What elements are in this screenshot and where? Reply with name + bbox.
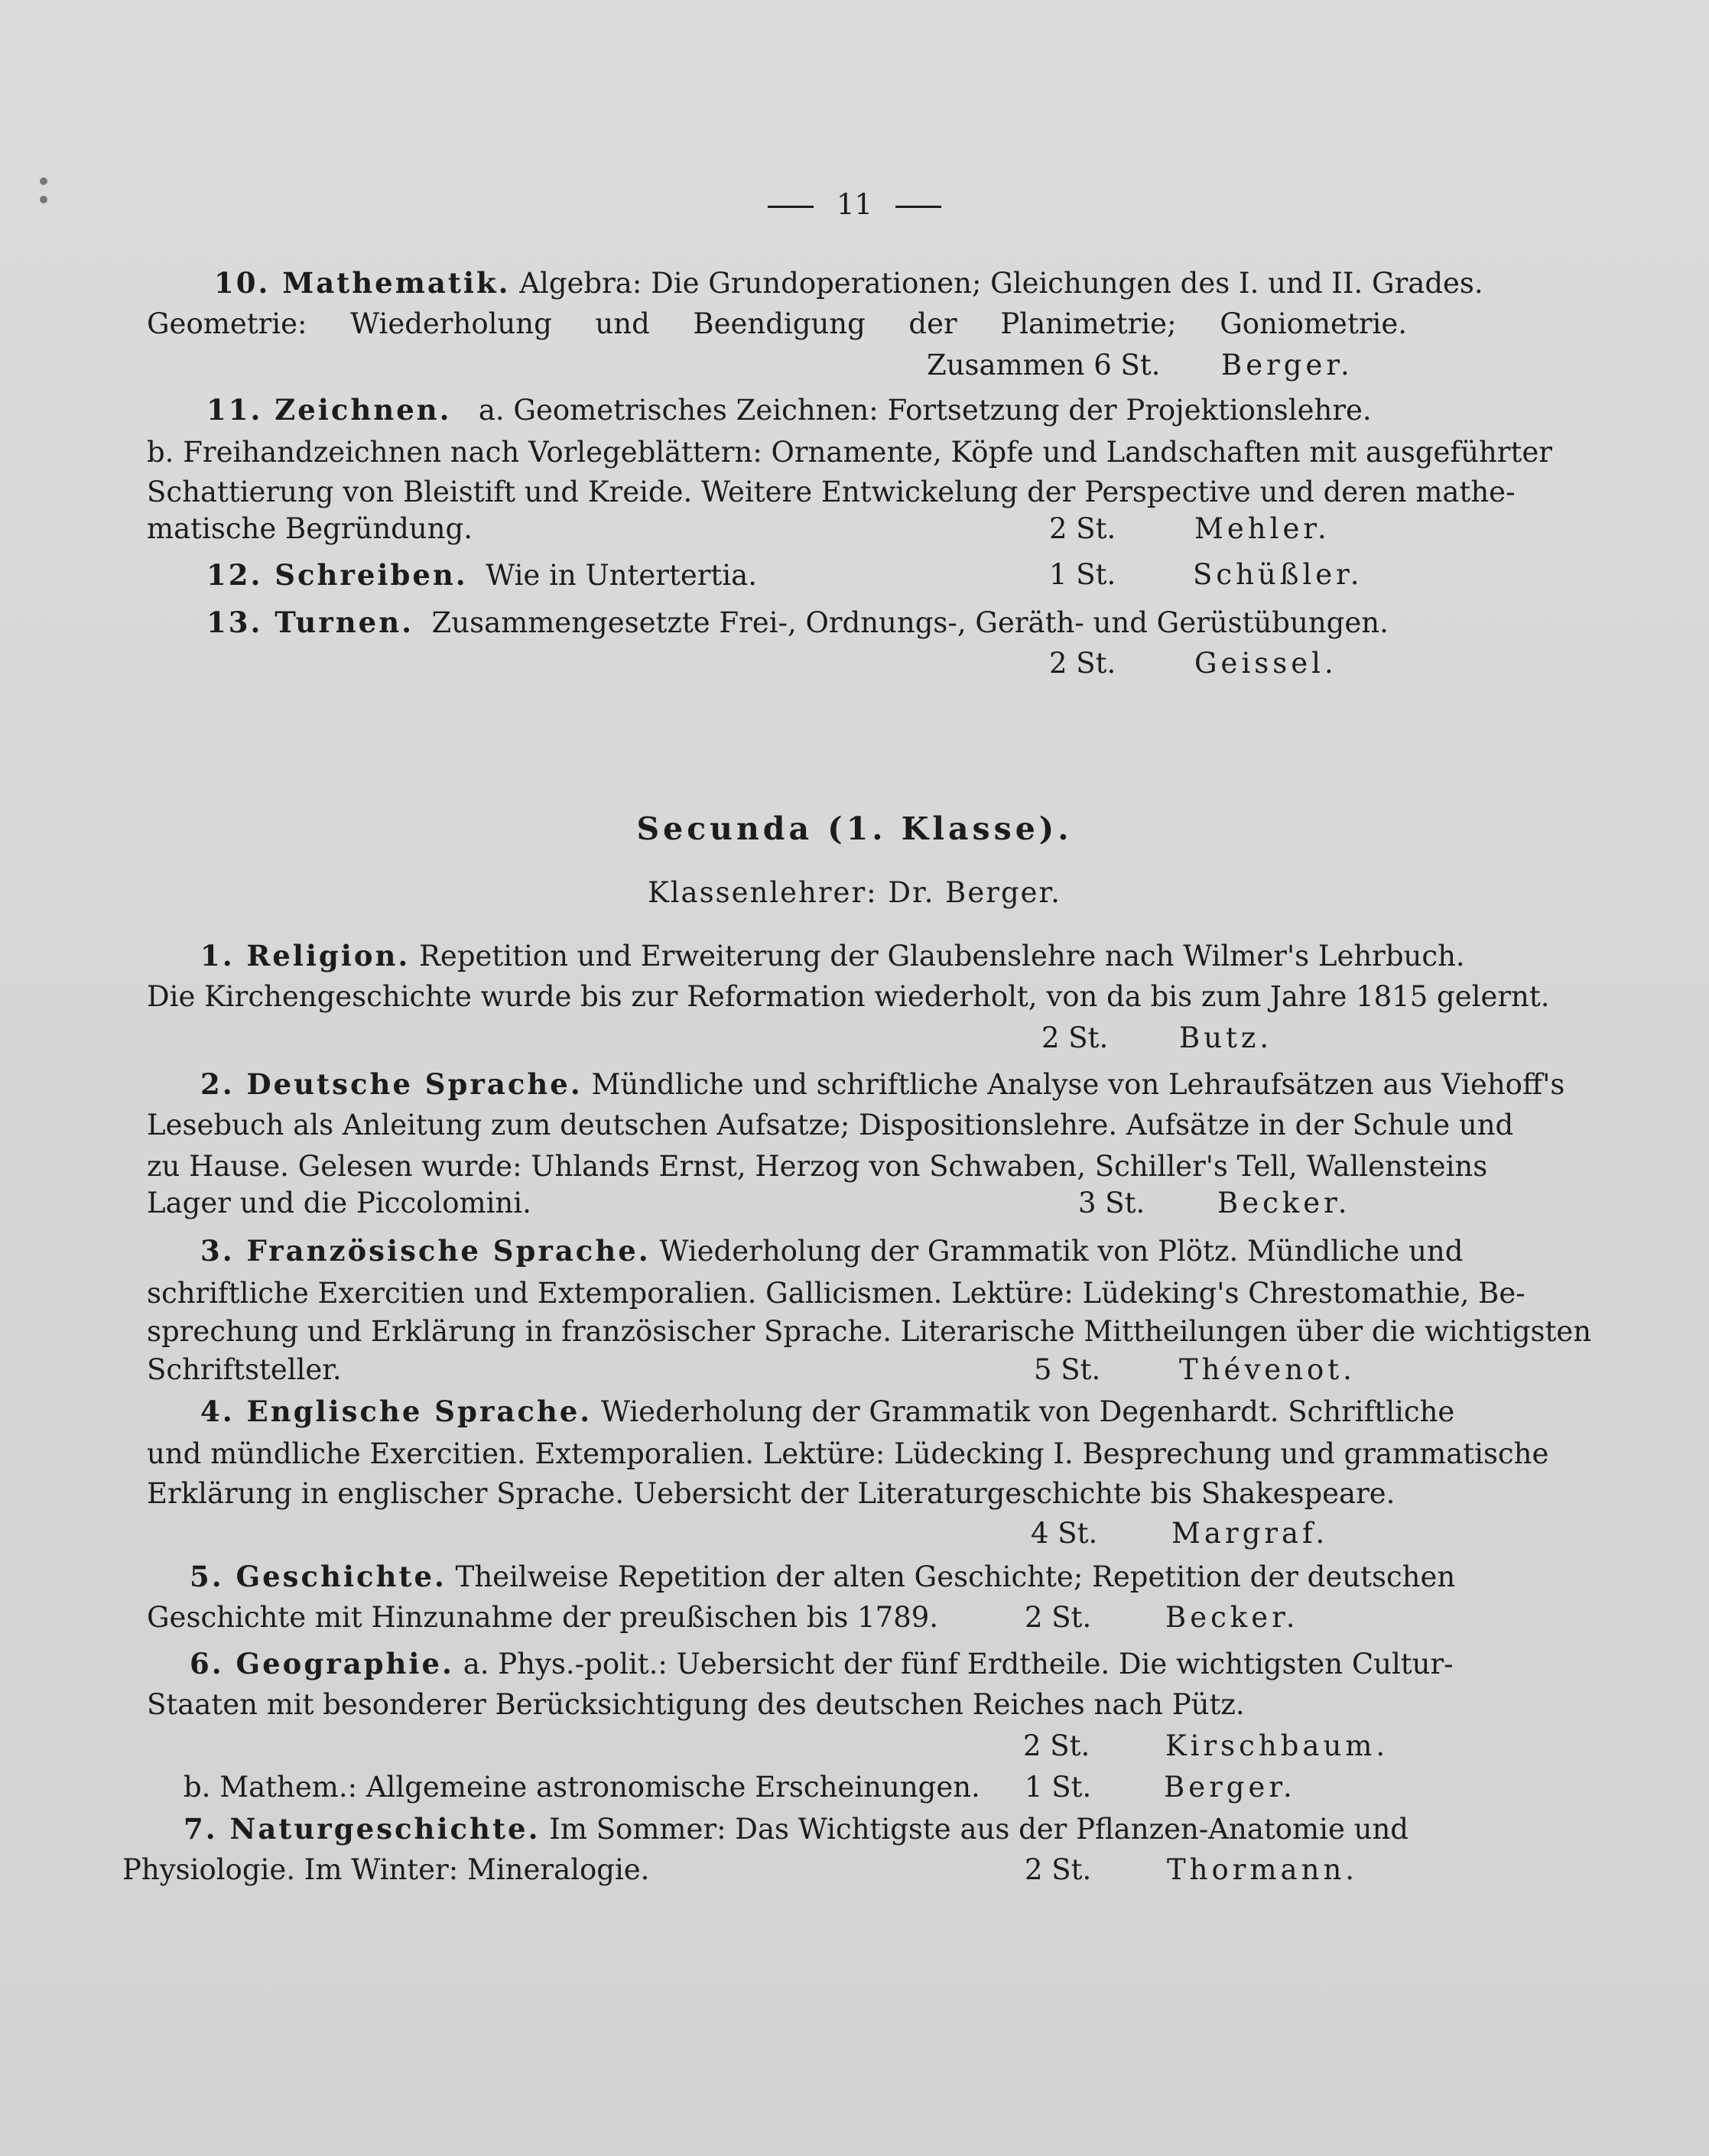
deutsch-line-4: Lager und die Piccolomini. 3 St. Becker. [147, 1184, 1386, 1223]
document-page: 11 10. Mathematik. Algebra: Die Grundoperationen; Gleichungen des I. und II. Grades. Geometrie: Wiederholung und Beendigung der Planimetrie; Goniometrie. Zusammen 6 St. Berger. 11. Zeichnen. a. Geometrisches Zeichnen: Fortsetzung der Projektionslehre. b. Freihandzeichnen nach Vorlegeblättern: Ornamente, Köpfe und Landschaften mit ausgeführter Schattierung von Bleistift und Kreide. Weitere Entwickelung der Perspective und deren mathe- matische Begründung. 2 St. Mehler. 12. Schreiben. Wie in Untertertia. 1 St. Schüßler. 13. Turnen. Zusammengesetzte Frei-, Ordnungs-, Geräth- und Gerüstübungen. 2 St. Geissel. Secunda (1. Klasse). Klassenlehrer: Dr. Berger. 1. Religion. Repetition und Erweiterung der Glaubenslehre nach Wilmer's Lehrbuch. Die Kirchengeschichte wurde bis zur Reformation wiederholt, von da bis zum Jahre 1815 gelernt. 2 St. Butz. 2. Deutsche Sprache. Mündliche und schriftliche Analyse von Lehraufsätzen aus Viehoff's Lesebuch als Anleitung zum deutschen Aufsatze; Dispositionslehre. Aufsätze in der Schule und zu Hause. Gelesen wurde: Uhlands Ernst, Herzog von Schwaben, Schiller's Tell, Wallensteins Lager und die Piccolomini. 3 St. Becker. 3. Französische Sprache. Wiederholung der Grammatik von Plötz. Mündliche und schriftliche Exercitien und Extemporalien. Gallicismen. Lektüre: Lüdeking's Chrestomathie, Be- sprechung und Erklärung in französischer Sprache. Literarische Mittheilungen über die wichtigsten Schriftsteller. 5 St. Thévenot. 4. Englische Sprache. Wiederholung der Grammatik von Degenhardt. Schriftliche und mündliche Exercitien. Extemporalien. Lektüre: Lüdecking I. Besprechung und grammatische Erklärung in englischer Sprache. Uebersicht der Literaturgeschichte bis Shakespeare. 4 St. Margraf. 5. Geschichte. Theilweise Repetition der alten Geschichte; Repetition der deutschen Geschichte mit Hinzunahme der preußischen bis 1789. 2 St. Becker. 6. Geographie. a. Phys.-polit.: Uebersicht der fünf Erdtheile. Die wichtigsten Cultur- Staaten mit besonderer Berücksichtigung des deutschen Reiches nach Pütz. 2 St. Kirschbaum. b. Mathem.: Allgemeine astronomische Erscheinungen. 1 St. Berger. 7. Naturgeschichte. Im Sommer: Das Wichtigste aus der Pflanzen-Anatomie und Physiologie. Im Winter: Mineralogie. 2 St. Thormann. [0, 0, 1709, 2156]
teacher-name: Becker. [1217, 1187, 1351, 1219]
mathematik-line-2: Geometrie: Wiederholung und Beendigung der Planimetrie; Goniometrie. [147, 307, 1407, 340]
geschichte-line-1: 5. Geschichte. Theilweise Repetition der alten Geschichte; Repetition der deutschen [190, 1560, 1456, 1593]
teacher-name: Geissel. [1194, 647, 1337, 680]
subject-heading: 6. Geographie. [190, 1647, 454, 1680]
teacher-name: Thormann. [1167, 1853, 1359, 1886]
englisch-line-1: 4. Englische Sprache. Wiederholung der Grammatik von Degenhardt. Schriftliche [200, 1395, 1455, 1428]
teacher-name: Schüßler. [1193, 558, 1363, 591]
zeichnen-line-4: matische Begründung. 2 St. Mehler. [147, 509, 1386, 549]
subject-heading: 10. Mathematik. [214, 266, 511, 300]
subject-heading: 11. Zeichnen. [206, 393, 452, 427]
religion-line-1: 1. Religion. Repetition und Erweiterung der Glaubenslehre nach Wilmer's Lehrbuch. [200, 939, 1465, 972]
subject-heading: 12. Schreiben. [206, 558, 468, 592]
subject-heading: 4. Englische Sprache. [200, 1395, 593, 1428]
section-title: Secunda (1. Klasse). [636, 810, 1073, 847]
turnen-line-1: 13. Turnen. Zusammengesetzte Frei-, Ordnungs-, Geräth- und Gerüstübungen. [206, 606, 1389, 639]
naturgeschichte-line-2: Physiologie. Im Winter: Mineralogie. 2 St. Thormann. [122, 1850, 1361, 1890]
zeichnen-line-2: b. Freihandzeichnen nach Vorlegeblättern: Ornamente, Köpfe und Landschaften mit ausgeführter [147, 436, 1552, 469]
page-number: 11 [836, 188, 873, 221]
zeichnen-line-1: 11. Zeichnen. a. Geometrisches Zeichnen: Fortsetzung der Projektionslehre. [206, 393, 1372, 427]
deutsch-line-2: Lesebuch als Anleitung zum deutschen Aufsatze; Dispositionslehre. Aufsätze in der Schule und [147, 1109, 1514, 1141]
subject-heading: 13. Turnen. [206, 606, 414, 639]
deutsch-line-3: zu Hause. Gelesen wurde: Uhlands Ernst, Herzog von Schwaben, Schiller's Tell, Wallensteins [147, 1150, 1488, 1183]
teacher-name: Becker. [1165, 1601, 1299, 1634]
franzoesisch-line-1: 3. Französische Sprache. Wiederholung der Grammatik von Plötz. Mündliche und [200, 1234, 1464, 1268]
teacher-name: Mehler. [1194, 512, 1330, 545]
subject-heading: 3. Französische Sprache. [200, 1234, 651, 1268]
geographie-line-4: b. Mathem.: Allgemeine astronomische Erscheinungen. 1 St. Berger. [184, 1768, 1422, 1807]
geographie-line-2: Staaten mit besonderer Berücksichtigung des deutschen Reiches nach Pütz. [147, 1688, 1245, 1721]
englisch-line-3: Erklärung in englischer Sprache. Uebersicht der Literaturgeschichte bis Shakespeare. [147, 1477, 1395, 1510]
naturgeschichte-line-1: 7. Naturgeschichte. Im Sommer: Das Wichtigste aus der Pflanzen-Anatomie und [184, 1812, 1408, 1846]
page-number-line [0, 185, 1709, 225]
geschichte-line-2: Geschichte mit Hinzunahme der preußischen bis 1789. 2 St. Becker. [147, 1598, 1386, 1638]
subject-heading: 2. Deutsche Sprache. [200, 1067, 583, 1101]
religion-line-2: Die Kirchengeschichte wurde bis zur Reformation wiederholt, von da bis zum Jahre 1815 gelernt. [147, 980, 1550, 1013]
franzoesisch-line-3: sprechung und Erklärung in französischer Sprache. Literarische Mittheilungen über die wichtigsten [147, 1315, 1592, 1348]
geographie-line-1: 6. Geographie. a. Phys.-polit.: Uebersicht der fünf Erdtheile. Die wichtigsten Cultur- [190, 1647, 1454, 1680]
englisch-line-2: und mündliche Exercitien. Extemporalien. Lektüre: Lüdecking I. Besprechung und grammatische [147, 1437, 1549, 1470]
teacher-name: Berger. [1221, 349, 1353, 382]
teacher-name: Butz. [1179, 1021, 1273, 1054]
franzoesisch-line-4: Schriftsteller. 5 St. Thévenot. [147, 1350, 1386, 1390]
teacher-name: Margraf. [1171, 1517, 1329, 1550]
subject-heading: 7. Naturgeschichte. [184, 1812, 541, 1846]
schreiben-line: 12. Schreiben. Wie in Untertertia. 1 St. Schüßler. [206, 555, 1445, 596]
subject-heading: 1. Religion. [200, 939, 411, 972]
mathematik-line-1: 10. Mathematik. Algebra: Die Grundoperationen; Gleichungen des I. und II. Grades. [214, 266, 1483, 300]
class-teacher: Klassenlehrer: Dr. Berger. [648, 876, 1061, 909]
zeichnen-line-3: Schattierung von Bleistift und Kreide. Weitere Entwickelung der Perspective und deren mathe- [147, 476, 1516, 508]
teacher-name: Thévenot. [1179, 1353, 1356, 1386]
deutsch-line-1: 2. Deutsche Sprache. Mündliche und schriftliche Analyse von Lehraufsätzen aus Viehoff's [200, 1067, 1565, 1101]
subject-heading: 5. Geschichte. [190, 1560, 447, 1593]
teacher-name: Kirschbaum. [1165, 1729, 1389, 1762]
teacher-name: Berger. [1164, 1771, 1296, 1804]
franzoesisch-line-2: schriftliche Exercitien und Extemporalien. Gallicismen. Lektüre: Lüdeking's Chrestomathie, Be- [147, 1277, 1525, 1310]
